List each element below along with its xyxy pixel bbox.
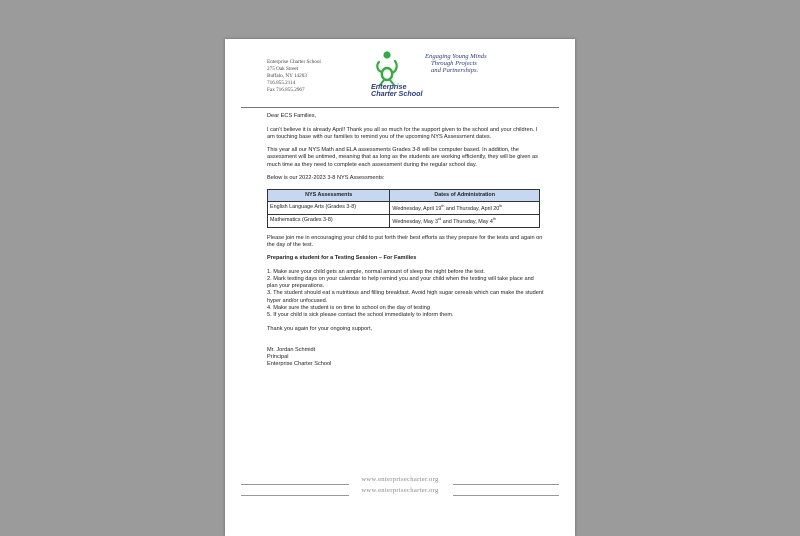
date-text: and Thursday, April 20 — [444, 205, 500, 212]
address-line: Fax 716.855.2967 — [267, 87, 305, 93]
date-text: Wednesday, May 3 — [392, 218, 439, 225]
logo-name-line: Enterprise — [371, 82, 407, 91]
closing: Thank you again for your ongoing support, — [267, 325, 373, 332]
logo-name-line: Charter School — [371, 89, 423, 99]
letter-page — [225, 39, 575, 536]
paragraph: Please join me in encouraging your child to put forth their best efforts as they prepare for the tests and again on the day of the test. — [267, 234, 543, 248]
school-address — [267, 59, 321, 94]
table-header-row — [268, 189, 540, 201]
paragraph: This year all our NYS Math and ELA assessments Grades 3-8 will be computer based. In addition, the assessment will be untimed, meaning that as long as the students are working efficiently, they will be given as much time as they need to complete each assessment during the regular school day. — [267, 147, 538, 168]
date-suffix: rd — [438, 216, 442, 221]
footer-url: www.enterprisecharter.org — [361, 487, 439, 494]
list-item: 5. If your child is sick please contact the school immediately to inform them. — [267, 312, 454, 319]
header-divider — [241, 107, 559, 108]
address-line: 275 Oak Street — [267, 66, 299, 72]
column-header: NYS Assessments — [268, 189, 390, 201]
address-line: 716.855.2114 — [267, 80, 296, 86]
list-item: 4. Make sure the student is on time to school on the day of testing — [267, 304, 430, 311]
logo-wordmark — [371, 83, 423, 98]
tagline-line: Engaging Young Minds — [425, 53, 487, 60]
tagline-line: Through Projects — [431, 60, 477, 68]
paragraph: I can’t believe it is already April! Thank you all so much for the support given to the school and your children. I am touching base with our families to remind you of the upcoming NYS Assessment dates. — [267, 126, 538, 140]
footer-url: www.enterprisecharter.org — [361, 476, 439, 483]
section-heading: Preparing a student for a Testing Session – For Families — [267, 255, 417, 262]
signer-name: Mr. Jordan Schmidt — [267, 346, 316, 353]
signer-title: Principal — [267, 353, 289, 360]
footer-rule — [241, 484, 349, 485]
date-text: Wednesday, April 19 — [392, 205, 442, 212]
date-suffix: th — [499, 203, 503, 208]
address-line: Buffalo, NY 14203 — [267, 73, 307, 79]
footer-rule — [241, 495, 349, 496]
list-item: 1. Make sure your child gets an ample, normal amount of sleep the night before the test. — [267, 268, 485, 275]
date-suffix: th — [441, 203, 445, 208]
address-line: Enterprise Charter School — [267, 59, 321, 65]
paragraph: Below is our 2022-2023 3-8 NYS Assessments: — [267, 175, 385, 182]
greeting: Dear ECS Families, — [267, 113, 317, 119]
list-item: 3. The student should eat a nutritious and filling breakfast. Avoid high sugar cereals which can make the student hyper and/or unfocused. — [267, 290, 544, 304]
footer-rule — [453, 484, 559, 485]
date-text: and Thursday, May 4 — [441, 218, 493, 225]
table-cell: Mathematics (Grades 3-8) — [268, 214, 390, 227]
table-cell: English Language Arts (Grades 3-8) — [268, 201, 390, 214]
tips-list — [267, 269, 545, 319]
assessment-table — [267, 189, 540, 228]
signature-block — [267, 347, 545, 369]
list-item: 2. Mark testing days on your calendar to help remind you and your child when the testing will take place and plan your preparations. — [267, 276, 534, 290]
tagline-line: and Partnerships. — [431, 67, 479, 75]
signer-org: Enterprise Charter School — [267, 361, 332, 368]
table-cell — [390, 201, 540, 214]
date-suffix: th — [492, 216, 496, 221]
column-header: Dates of Administration — [390, 189, 540, 201]
footer-rule — [453, 495, 559, 496]
table-row — [268, 201, 540, 214]
table-row — [268, 214, 540, 227]
table-cell — [390, 214, 540, 227]
letter-body — [267, 113, 545, 368]
school-tagline — [425, 53, 487, 75]
